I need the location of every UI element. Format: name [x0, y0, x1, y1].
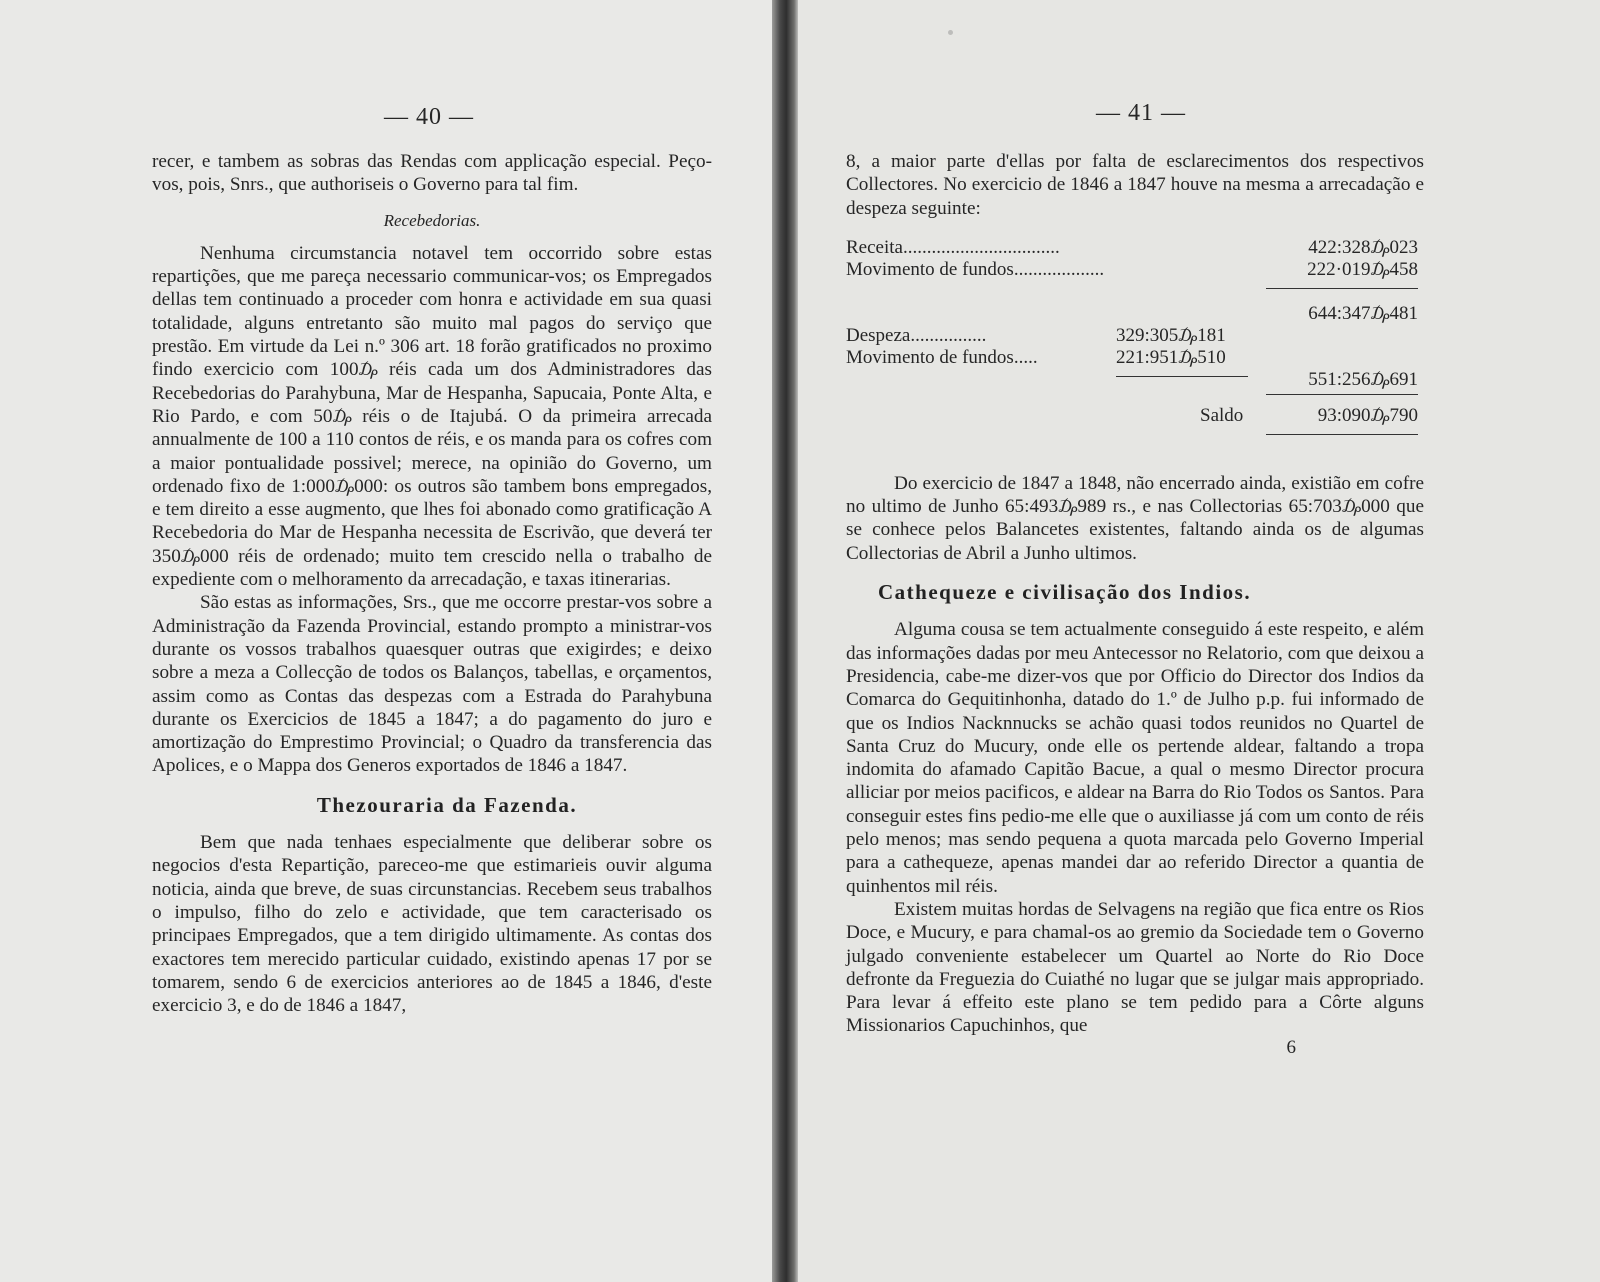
paragraph: Bem que nada tenhaes especialmente que deliberar sobre os negocios d'esta Repartição, pareceo-me que estimarieis ouvir alguma noticia, ainda que breve, de suas circunstancias. Recebem seus trabalhos o impulso, filho do zelo e actividade, que tem caracterisado os principaes Empregados, que a tem dirigido ultimamente. As contas dos exactores tem merecido particular cuidado, existindo apenas 17 por se tomarem, sendo 6 de exercicios anteriores ao de 1845 a 1846, d'este exercicio 3, e do de 1846 a 1847, — [152, 832, 712, 1017]
ledger-total-despeza: 551:256₯691 — [1308, 368, 1418, 390]
ledger-rule — [1266, 434, 1418, 435]
section-heading: Thezouraria da Fazenda. — [316, 792, 578, 817]
ledger-value-saldo: 93:090₯790 — [1317, 404, 1418, 426]
ledger-subtotal: 644:347₯481 — [1308, 302, 1418, 324]
right-page — [798, 0, 1600, 1282]
paragraph: Do exercicio de 1847 a 1848, não encerrado ainda, existião em cofre no ultimo de Junho 65:493₯989 rs., e nas Collectorias 65:703₯000 que se conhece pelos Balancetes existentes, faltando ainda os de algumas Collectorias de Abril a Junho ultimos. — [846, 472, 1424, 564]
ledger-value-despeza: 329:305₯181 — [1116, 324, 1226, 346]
paragraph: recer, e tambem as sobras das Rendas com applicação especial. Peço-vos, pois, Snrs., que authoriseis o Governo para tal fim. — [152, 151, 712, 196]
account-ledger — [846, 236, 1424, 446]
ledger-rule — [1116, 376, 1248, 377]
book-gutter — [772, 0, 798, 1282]
subheading: Recebedorias. — [383, 210, 481, 230]
section-heading: Cathequeze e civilisação dos Indios. — [878, 580, 1252, 605]
left-page — [0, 0, 772, 1282]
paper-spot — [948, 30, 953, 35]
paragraph: São estas as informações, Srs., que me occorre prestar-vos sobre a Administração da Fazenda Provincial, estando prompto a ministrar-vos durante os vossos trabalhos quaesquer outras que exigirdes; e deixo sobre a meza a Collecção de todos os Balanços, tabellas, e orçamentos, assim como as Contas das despezas com a Estrada do Parahybuna durante os Exercicios de 1845 a 1847; a do pagamento do juro e amortização do Emprestimo Provincial; o Quadro da transferencia das Apolices, e o Mappa dos Generos exportados de 1846 a 1847. — [152, 592, 712, 777]
page-number: — 41 — — [1096, 100, 1186, 126]
ledger-label-despeza: Despeza................ — [846, 324, 987, 346]
text-column — [846, 150, 1424, 1058]
ledger-rule — [1266, 394, 1418, 395]
ledger-label-receita: Receita................................. — [846, 236, 1060, 258]
text-column — [152, 150, 712, 1017]
paragraph: 8, a maior parte d'ellas por falta de esclarecimentos dos respectivos Collectores. No exercicio de 1846 a 1847 houve na mesma a arrecadação e despeza seguinte: — [846, 151, 1424, 219]
paragraph: Nenhuma circumstancia notavel tem occorrido sobre estas repartições, que me pareça necessario communicar-vos; os Empregados dellas tem continuado a proceder com honra e actividade em sua quasi totalidade, alguns entretanto são muito mal pagos do serviço que prestão. Em virtude da Lei n.º 306 art. 18 forão gratificados no proximo findo exercicio com 100₯ réis cada um dos Administradores das Recebedorias do Parahybuna, Mar de Hespanha, Sapucaia, Ponte Alta, e Rio Pardo, e com 50₯ réis o de Itajubá. O da primeira arrecada annualmente de 100 a 110 contos de réis, e os manda para os cofres com a maior pontualidade possivel; merece, na opinião do Governo, um ordenado fixo de 1:000₯000: os outros são tambem bons empregados, e tem direito a esse augmento, que lhes foi abonado como gratificação A Recebedoria do Mar de Hespanha necessita de Escrivão, que deverá ter 350₯000 réis de ordenado; muito tem crescido nella o trabalho de expediente com o melhoramento da arrecadação, e taxas itinerarias. — [152, 242, 712, 591]
ledger-label-saldo: Saldo — [1200, 404, 1244, 426]
page-number: — 40 — — [384, 104, 474, 130]
ledger-value-movimento: 221:951₯510 — [1116, 346, 1226, 368]
ledger-rule — [1266, 288, 1418, 289]
ledger-label-movimento: Movimento de fundos..... — [846, 346, 1038, 368]
ledger-label-movimento: Movimento de fundos................... — [846, 258, 1105, 280]
paragraph: Existem muitas hordas de Selvagens na região que fica entre os Rios Doce, e Mucury, e para chamal-os ao gremio da Sociedade tem o Governo julgado conveniente estabelecer um Quartel ao Norte do Rio Doce defronte da Freguezia do Cuiathé no lugar que se julgar mais appropriado. Para levar á effeito este plano se tem pedido para a Côrte alguns Missionarios Capuchinhos, que — [846, 898, 1424, 1037]
paragraph: Alguma cousa se tem actualmente conseguido á este respeito, e além das informações dadas por meu Antecessor no Relatorio, com que deixou a Presidencia, cabe-me dizer-vos que por Officio do Director dos Indios da Comarca do Gequitinhonha, datado do 1.º de Julho p.p. fui informado de que os Indios Nacknnucks se achão quasi todos reunidos no Quartel de Santa Cruz do Mucury, onde elle os pertende aldear, faltando a tropa indomita do afamado Capitão Bacue, a qual o mesmo Director procura alliciar por meios pacificos, e aldear na Barra do Rio Todos os Santos. Para conseguir estes fins pedio-me elle que o auxiliasse já com um conto de réis pelo menos; mas sendo pequena a quota marcada pelo Governo Imperial para a cathequeze, apenas mandei dar ao referido Director a quantia de quinhentos mil réis. — [846, 619, 1424, 897]
ledger-value-movimento: 222·019₯458 — [1307, 258, 1418, 280]
ledger-value-receita: 422:328₯023 — [1308, 236, 1418, 258]
signature-mark: 6 — [1286, 1036, 1296, 1058]
